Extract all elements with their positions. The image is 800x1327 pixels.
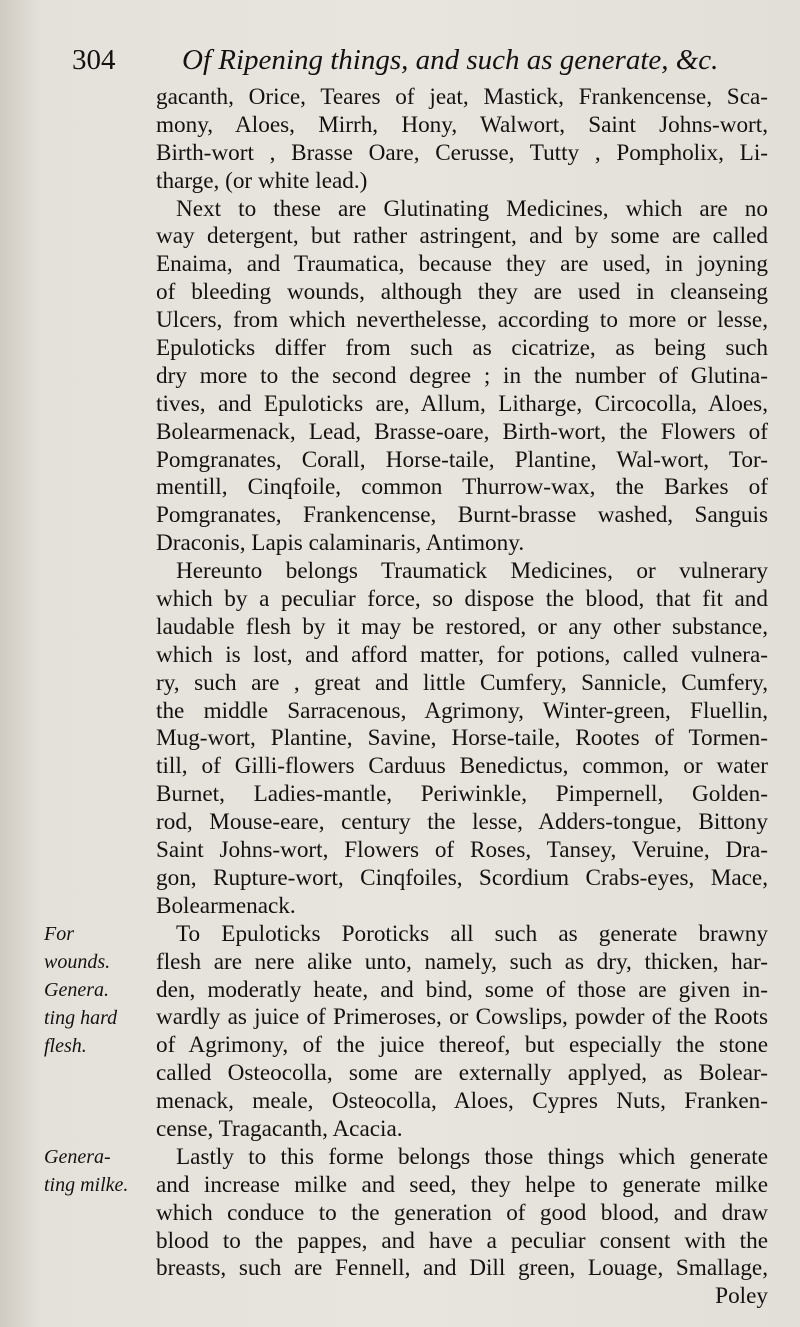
- margin-note-line: ting milke.: [44, 1173, 129, 1196]
- text-line: dry more to the second degree ; in the number of Glutina-: [156, 362, 768, 389]
- margin-note-line: Genera-: [44, 1146, 111, 1168]
- text-line: which conduce to the generation of good blood, and draw: [156, 1199, 768, 1226]
- text-line: tives, and Epuloticks are, Allum, Litharge, Circocolla, Aloes,: [156, 390, 768, 417]
- text-line: menack, meale, Osteocolla, Aloes, Cypres Nuts, Franken-: [156, 1088, 768, 1115]
- text-line: till, of Gilli-flowers Carduus Benedictus, common, or water: [156, 753, 768, 780]
- text-line: Birth-wort , Brasse Oare, Cerusse, Tutty , Pompholix, Li-: [156, 139, 768, 166]
- running-title: Of Ripening things, and such as generate, &c.: [182, 44, 719, 76]
- text-line: To Epuloticks Poroticks all such as generate brawny: [176, 920, 768, 947]
- catchword: Poley: [715, 1283, 768, 1310]
- text-line: Epuloticks differ from such as cicatrize, as being such: [156, 335, 768, 362]
- margin-note-line: wounds.: [44, 950, 111, 973]
- text-line: flesh are nere alike unto, namely, such as dry, thicken, har-: [156, 948, 768, 975]
- text-line: tharge, (or white lead.): [156, 167, 368, 194]
- text-line: Pomgranates, Corall, Horse-taile, Plantine, Wal-wort, Tor-: [156, 446, 768, 473]
- text-line: way detergent, but rather astringent, and by some are called: [156, 223, 768, 250]
- text-line: Hereunto belongs Traumatick Medicines, or vulnerary: [176, 558, 768, 585]
- text-line: Bolearmenack, Lead, Brasse-oare, Birth-wort, the Flowers of: [156, 418, 768, 445]
- margin-note-line: flesh.: [44, 1034, 87, 1057]
- text-line: den, moderatly heate, and bind, some of those are given in-: [156, 976, 768, 1003]
- text-line: gacanth, Orice, Teares of jeat, Mastick, Frankencense, Sca-: [156, 84, 768, 110]
- text-line: mentill, Cinqfoile, common Thurrow-wax, the Barkes of: [156, 474, 768, 501]
- text-line: breasts, such are Fennell, and Dill green, Louage, Smallage,: [156, 1255, 768, 1282]
- text-line: which by a peculiar force, so dispose the blood, that fit and: [156, 586, 768, 613]
- text-line: which is lost, and afford matter, for potions, called vulnera-: [156, 641, 768, 668]
- text-line: Bolearmenack.: [156, 892, 296, 919]
- text-line: Enaima, and Traumatica, because they are used, in joyning: [156, 251, 768, 278]
- text-line: Pomgranates, Frankencense, Burnt-brasse washed, Sanguis: [156, 502, 768, 529]
- text-line: wardly as juice of Primeroses, or Cowslips, powder of the Roots: [156, 1004, 768, 1031]
- text-line: gon, Rupture-wort, Cinqfoiles, Scordium Crabs-eyes, Mace,: [156, 864, 768, 891]
- text-line: the middle Sarracenous, Agrimony, Winter-green, Fluellin,: [156, 697, 768, 724]
- margin-note-wounds: [44, 921, 156, 1060]
- text-line: Burnet, Ladies-mantle, Periwinkle, Pimpernell, Golden-: [156, 781, 768, 808]
- text-line: Draconis, Lapis calaminaris, Antimony.: [156, 530, 525, 557]
- text-line: and increase milke and seed, they helpe to generate milke: [156, 1171, 768, 1198]
- text-line: laudable flesh by it may be restored, or any other substance,: [156, 613, 768, 640]
- text-line: rod, Mouse-eare, century the lesse, Adders-tongue, Bittony: [156, 809, 768, 836]
- text-line: cense, Tragacanth, Acacia.: [156, 1115, 403, 1142]
- page-number: 304: [72, 44, 116, 76]
- text-line: Mug-wort, Plantine, Savine, Horse-taile, Rootes of Tormen-: [156, 725, 768, 752]
- text-line: Ulcers, from which neverthelesse, according to more or lesse,: [156, 307, 768, 334]
- text-line: called Osteocolla, some are externally applyed, as Bolear-: [156, 1060, 768, 1087]
- margin-note-milke: [44, 1144, 156, 1200]
- margin-note-line: For: [44, 923, 74, 945]
- text-line: mony, Aloes, Mirrh, Hony, Walwort, Saint Johns-wort,: [156, 111, 768, 138]
- margin-note-line: Genera.: [44, 978, 109, 1001]
- text-line: of bleeding wounds, although they are used in cleanseing: [156, 279, 768, 306]
- text-line: ry, such are , great and little Cumfery, Sannicle, Cumfery,: [156, 669, 768, 696]
- body-text: [156, 84, 768, 1311]
- margin-note-line: ting hard: [44, 1006, 118, 1029]
- text-line: Next to these are Glutinating Medicines, which are no: [176, 195, 768, 222]
- text-line: Saint Johns-wort, Flowers of Roses, Tansey, Veruine, Dra-: [156, 837, 768, 864]
- text-line: blood to the pappes, and have a peculiar consent with the: [156, 1227, 768, 1254]
- text-line: of Agrimony, of the juice thereof, but especially the stone: [156, 1032, 768, 1059]
- page-header: [72, 44, 762, 80]
- text-line: Lastly to this forme belongs those things which generate: [176, 1143, 768, 1170]
